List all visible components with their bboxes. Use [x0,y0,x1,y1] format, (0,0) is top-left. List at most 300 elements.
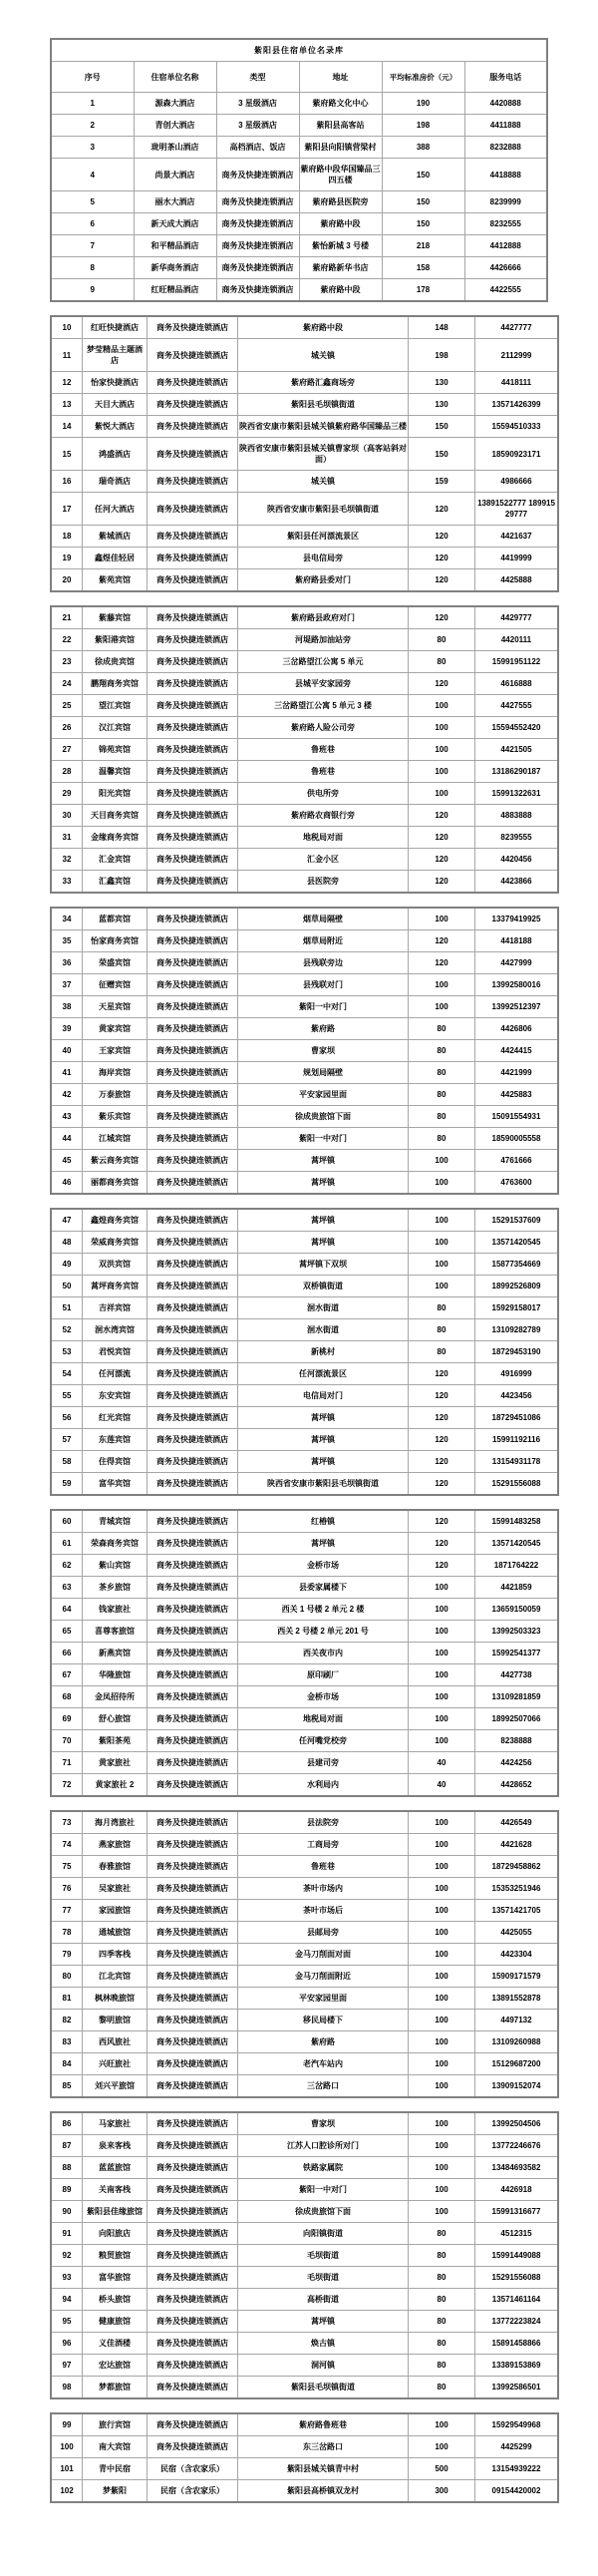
cell-address: 水利局内 [238,1774,409,1797]
table-row [51,1900,558,1922]
cell-address: 烟草局附近 [238,930,409,952]
cell-address: 鲁班巷 [238,761,409,783]
cell-address: 双桥镇街道 [238,1276,409,1297]
cell-index: 23 [51,651,83,673]
table-row [51,930,558,952]
cell-type: 商务及快捷连锁酒店 [148,1621,238,1643]
cell-type: 商务及快捷连锁酒店 [148,1664,238,1686]
cell-address: 蒿坪镇 [238,1451,409,1473]
cell-name: 任河漂流 [83,1363,148,1385]
cell-phone: 4426549 [475,1811,559,1834]
table-row [51,1150,558,1172]
cell-name: 梦都旅馆 [83,2377,148,2399]
table-row [51,871,558,894]
cell-address: 焕古镇 [238,2333,409,2355]
cell-name: 燕家旅馆 [83,1834,148,1856]
cell-address: 洄水街道 [238,1297,409,1319]
cell-address: 徐成贵旅馆下面 [238,2201,409,2223]
cell-name: 兴旺旅社 [83,2053,148,2075]
cell-price: 120 [409,569,475,592]
cell-name: 舒心旅馆 [83,1708,148,1730]
cell-name: 华隆旅馆 [83,1664,148,1686]
cell-price: 120 [409,1363,475,1385]
cell-address: 蒿坪镇 [238,1429,409,1451]
cell-name: 吉祥宾馆 [83,1297,148,1319]
cell-index: 101 [51,2458,83,2480]
cell-index: 18 [51,526,83,548]
cell-price: 120 [409,526,475,548]
table-row [51,493,558,526]
cell-price: 100 [409,2201,475,2223]
cell-address: 河堤路加油站旁 [238,629,409,651]
cell-phone: 15091554931 [475,1106,559,1128]
table-row [51,213,547,235]
cell-price: 80 [409,2245,475,2267]
cell-address: 城关镇 [238,471,409,493]
cell-name: 梦紫阳 [83,2480,148,2503]
cell-type: 商务及快捷连锁酒店 [216,279,299,302]
cell-address: 蒿坪镇 [238,1232,409,1254]
cell-index: 47 [51,1209,83,1232]
cell-type: 商务及快捷连锁酒店 [148,372,238,394]
cell-name: 鑫煜佳轻居 [83,548,148,569]
table-row [51,416,558,438]
cell-name: 新燕宾馆 [83,1643,148,1664]
cell-index: 94 [51,2289,83,2311]
cell-name: 新天成大酒店 [134,213,216,235]
cell-price: 80 [409,1062,475,1084]
cell-name: 海岸宾馆 [83,1062,148,1084]
cell-name: 黄家旅社 2 [83,1774,148,1797]
cell-address: 紫府路 [238,1018,409,1040]
cell-index: 61 [51,1533,83,1555]
cell-price: 100 [409,1643,475,1664]
cell-phone: 4763600 [475,1172,559,1195]
cell-address: 紫府路县委对门 [238,569,409,592]
cell-type: 商务及快捷连锁酒店 [148,908,238,930]
cell-type: 商务及快捷连锁酒店 [148,2112,238,2135]
table-row [51,2289,558,2311]
cell-phone: 13992512397 [475,996,559,1018]
cell-index: 58 [51,1451,83,1473]
cell-index: 73 [51,1811,83,1834]
cell-price: 120 [409,673,475,695]
cell-price: 80 [409,1341,475,1363]
cell-index: 34 [51,908,83,930]
cell-address: 县建司旁 [238,1752,409,1774]
cell-type: 商务及快捷连锁酒店 [148,1811,238,1834]
cell-phone: 4616888 [475,673,559,695]
cell-name: 西风旅社 [83,2031,148,2053]
cell-phone: 4420888 [464,93,547,115]
table-row [51,1018,558,1040]
table-row [51,2157,558,2179]
cell-price: 100 [409,1664,475,1686]
cell-type: 商务及快捷连锁酒店 [148,805,238,827]
cell-index: 5 [51,191,134,213]
cell-phone: 13109260988 [475,2031,559,2053]
cell-index: 57 [51,1429,83,1451]
cell-name: 金缘商务宾馆 [83,827,148,849]
column-header-phone: 服务电话 [464,62,547,93]
cell-address: 洄水街道 [238,1319,409,1341]
cell-name: 粮贸旅馆 [83,2245,148,2267]
cell-index: 14 [51,416,83,438]
cell-price: 120 [409,493,475,526]
cell-phone: 18590923171 [475,438,559,471]
cell-address: 蒿坪镇 [238,2311,409,2333]
column-header-type: 类型 [216,62,299,93]
cell-index: 82 [51,2010,83,2031]
cell-name: 君悦宾馆 [83,1341,148,1363]
cell-type: 商务及快捷连锁酒店 [148,1774,238,1797]
cell-price: 100 [409,2010,475,2031]
cell-index: 71 [51,1752,83,1774]
table-row [51,191,547,213]
cell-address: 毛坝街道 [238,2245,409,2267]
cell-price: 150 [409,438,475,471]
cell-phone: 15291556088 [475,1473,559,1496]
cell-price: 80 [409,1084,475,1106]
cell-index: 93 [51,2267,83,2289]
directory-table [50,2111,559,2399]
directory-table [50,1208,559,1496]
table-row [51,1944,558,1966]
cell-index: 50 [51,1276,83,1297]
cell-index: 56 [51,1407,83,1429]
table-row [51,1407,558,1429]
table-row [51,115,547,137]
cell-type: 商务及快捷连锁酒店 [148,1128,238,1150]
table-segment-3 [50,605,548,894]
cell-type: 商务及快捷连锁酒店 [148,2355,238,2377]
cell-name: 汇鑫宾馆 [83,871,148,894]
cell-phone: 4883888 [475,805,559,827]
table-row [51,1276,558,1297]
table-row [51,1297,558,1319]
cell-name: 汉江宾馆 [83,717,148,739]
cell-type: 商务及快捷连锁酒店 [148,1232,238,1254]
cell-phone: 15991483258 [475,1510,559,1533]
cell-type: 商务及快捷连锁酒店 [148,606,238,629]
header-row [51,62,547,93]
cell-index: 92 [51,2245,83,2267]
cell-price: 80 [409,1106,475,1128]
cell-type: 商务及快捷连锁酒店 [148,471,238,493]
cell-address: 金马刀削面附近 [238,1966,409,1988]
cell-name: 源森大酒店 [134,93,216,115]
cell-index: 42 [51,1084,83,1106]
directory-table [50,315,559,592]
cell-price: 80 [409,2311,475,2333]
cell-phone: 4421628 [475,1834,559,1856]
cell-phone: 4423456 [475,1385,559,1407]
cell-phone: 4422555 [464,279,547,302]
cell-type: 商务及快捷连锁酒店 [148,827,238,849]
directory-table [50,605,559,894]
cell-address: 紫府路新华书店 [299,257,382,279]
cell-phone: 15909171579 [475,1966,559,1988]
cell-phone: 15129687200 [475,2053,559,2075]
cell-index: 90 [51,2201,83,2223]
cell-name: 征赠宾馆 [83,974,148,996]
cell-price: 80 [409,2223,475,2245]
cell-name: 黄家旅社 [83,1752,148,1774]
cell-address: 曹家坝 [238,1040,409,1062]
cell-type: 商务及快捷连锁酒店 [148,416,238,438]
cell-index: 44 [51,1128,83,1150]
cell-type: 商务及快捷连锁酒店 [148,1297,238,1319]
cell-price: 100 [409,1878,475,1900]
cell-phone: 18729458862 [475,1856,559,1878]
cell-price: 120 [409,1510,475,1533]
cell-price: 100 [409,1944,475,1966]
cell-type: 商务及快捷连锁酒店 [148,2201,238,2223]
cell-price: 100 [409,974,475,996]
cell-name: 洄水湾宾馆 [83,1319,148,1341]
cell-name: 健康旅馆 [83,2311,148,2333]
cell-address: 西关夜市内 [238,1643,409,1664]
cell-phone: 13992586501 [475,2377,559,2399]
cell-name: 红光宾馆 [83,1407,148,1429]
cell-name: 家园旅馆 [83,1900,148,1922]
cell-price: 100 [409,2031,475,2053]
table-row [51,1062,558,1084]
cell-type: 商务及快捷连锁酒店 [216,257,299,279]
cell-index: 67 [51,1664,83,1686]
cell-phone: 13109281859 [475,1686,559,1708]
cell-index: 8 [51,257,134,279]
table-body [51,2112,558,2398]
cell-name: 紫乐宾馆 [83,1106,148,1128]
cell-type: 商务及快捷连锁酒店 [148,2010,238,2031]
cell-price: 100 [409,1834,475,1856]
cell-address: 县法院旁 [238,1811,409,1834]
cell-price: 80 [409,1018,475,1040]
cell-address: 县城平安家园旁 [238,673,409,695]
cell-index: 13 [51,394,83,416]
cell-index: 100 [51,2436,83,2458]
cell-name: 紫城酒店 [83,526,148,548]
cell-phone: 15991449088 [475,2245,559,2267]
cell-type: 商务及快捷连锁酒店 [148,1172,238,1195]
cell-index: 75 [51,1856,83,1878]
cell-phone: 4418888 [464,159,547,191]
cell-name: 江城宾馆 [83,1128,148,1150]
cell-index: 37 [51,974,83,996]
cell-price: 100 [409,2157,475,2179]
cell-address: 移民局楼下 [238,2010,409,2031]
cell-index: 54 [51,1363,83,1385]
cell-index: 62 [51,1555,83,1577]
cell-phone: 15594552420 [475,717,559,739]
cell-type: 商务及快捷连锁酒店 [216,159,299,191]
cell-address: 地税局对面 [238,827,409,849]
table-row [51,1451,558,1473]
cell-price: 100 [409,1254,475,1276]
cell-address: 原印刷厂 [238,1664,409,1686]
cell-index: 84 [51,2053,83,2075]
cell-index: 59 [51,1473,83,1496]
table-row [51,1966,558,1988]
cell-address: 紫府路中段 [299,213,382,235]
cell-address: 紫阳县高桥镇双龙村 [238,2480,409,2503]
cell-address: 三岔路口 [238,2075,409,2098]
cell-name: 温馨宾馆 [83,761,148,783]
table-row [51,1040,558,1062]
cell-name: 紫阳港宾馆 [83,629,148,651]
cell-address: 县残联旁边 [238,952,409,974]
cell-index: 52 [51,1319,83,1341]
table-segment-4 [50,907,548,1195]
cell-name: 汇金宾馆 [83,849,148,871]
cell-phone: 13891552878 [475,1988,559,2010]
cell-price: 158 [382,257,464,279]
cell-price: 120 [409,849,475,871]
cell-phone: 15891458866 [475,2333,559,2355]
cell-address: 紫府路汇鑫商场旁 [238,372,409,394]
cell-phone: 4421859 [475,1577,559,1599]
cell-name: 富华宾馆 [83,1473,148,1496]
cell-name: 旅行宾馆 [83,2413,148,2436]
cell-phone: 13109282789 [475,1319,559,1341]
page-title: 紫阳县住宿单位名录库 [51,39,547,62]
cell-address: 红椿镇 [238,1510,409,1533]
cell-name: 马家旅社 [83,2112,148,2135]
cell-address: 任河嘴党校旁 [238,1730,409,1752]
cell-name: 枫林晚旅馆 [83,1988,148,2010]
table-segment-9 [50,2412,548,2503]
cell-name: 荣森商务宾馆 [83,1533,148,1555]
cell-name: 青创大酒店 [134,115,216,137]
cell-price: 100 [409,1150,475,1172]
cell-address: 茶叶市场内 [238,1878,409,1900]
cell-address: 城关镇 [238,339,409,372]
cell-index: 12 [51,372,83,394]
cell-index: 74 [51,1834,83,1856]
cell-phone: 18729451086 [475,1407,559,1429]
cell-phone: 4418111 [475,372,559,394]
cell-phone: 18992507066 [475,1708,559,1730]
cell-address: 紫阳县城关镇青中村 [238,2458,409,2480]
cell-name: 紫悦大酒店 [83,416,148,438]
cell-index: 29 [51,783,83,805]
cell-phone: 4428652 [475,1774,559,1797]
table-body [51,1811,558,2097]
cell-index: 38 [51,996,83,1018]
table-body [51,1209,558,1495]
directory-table [50,1509,559,1797]
cell-name: 江北宾馆 [83,1966,148,1988]
cell-phone: 4761666 [475,1150,559,1172]
cell-address: 蒿坪镇 [238,1150,409,1172]
table-body [51,316,558,591]
table-row [51,2075,558,2098]
cell-name: 鹏翔商务宾馆 [83,673,148,695]
table-row [51,1232,558,1254]
cell-type: 高档酒店、饭店 [216,137,299,159]
cell-index: 43 [51,1106,83,1128]
cell-phone: 4427555 [475,695,559,717]
cell-index: 7 [51,235,134,257]
cell-type: 商务及快捷连锁酒店 [148,2053,238,2075]
cell-price: 218 [382,235,464,257]
cell-price: 120 [409,1451,475,1473]
cell-price: 150 [409,416,475,438]
cell-type: 商务及快捷连锁酒店 [148,2135,238,2157]
table-row [51,1621,558,1643]
cell-phone: 15353251946 [475,1878,559,1900]
cell-index: 64 [51,1599,83,1621]
cell-address: 陕西省安康市紫阳县城关镇紫府路华国臻品三楼 [238,416,409,438]
cell-price: 120 [409,871,475,894]
cell-price: 100 [409,996,475,1018]
cell-address: 新桃村 [238,1341,409,1363]
table-row [51,717,558,739]
cell-phone: 8239999 [464,191,547,213]
cell-price: 100 [409,761,475,783]
table-row [51,1577,558,1599]
cell-type: 商务及快捷连锁酒店 [148,1363,238,1385]
table-row [51,783,558,805]
cell-address: 蒿坪镇下双坝 [238,1254,409,1276]
table-row [51,1385,558,1407]
table-row [51,606,558,629]
cell-name: 蓝都宾馆 [83,908,148,930]
table-row [51,2267,558,2289]
cell-address: 鲁班巷 [238,739,409,761]
cell-type: 商务及快捷连锁酒店 [148,2245,238,2267]
cell-address: 平安家园里面 [238,1084,409,1106]
table-row [51,908,558,930]
cell-phone: 15992541377 [475,1643,559,1664]
cell-phone: 13992504506 [475,2112,559,2135]
cell-price: 100 [409,1988,475,2010]
cell-phone: 13891522777 18991529777 [475,493,559,526]
table-row [51,1084,558,1106]
cell-type: 民宿（含农家乐） [148,2458,238,2480]
cell-name: 鸿盛酒店 [83,438,148,471]
column-header-price: 平均标准房价（元） [382,62,464,93]
cell-price: 80 [409,629,475,651]
cell-name: 富华旅馆 [83,2267,148,2289]
cell-address: 地税局对面 [238,1708,409,1730]
cell-index: 102 [51,2480,83,2503]
cell-phone: 4423866 [475,871,559,894]
cell-index: 97 [51,2355,83,2377]
cell-address: 紫阳县高客站 [299,115,382,137]
cell-phone: 15991316677 [475,2201,559,2223]
cell-type: 商务及快捷连锁酒店 [148,2333,238,2355]
cell-price: 80 [409,1319,475,1341]
cell-index: 22 [51,629,83,651]
cell-address: 蒿坪镇 [238,1407,409,1429]
cell-index: 25 [51,695,83,717]
cell-index: 99 [51,2413,83,2436]
cell-phone: 4427777 [475,316,559,339]
table-body [51,908,558,1194]
cell-index: 77 [51,1900,83,1922]
table-row [51,739,558,761]
cell-address: 鲁班巷 [238,1856,409,1878]
cell-name: 荣盛宾馆 [83,952,148,974]
cell-type: 商务及快捷连锁酒店 [148,1510,238,1533]
cell-phone: 4419999 [475,548,559,569]
cell-type: 商务及快捷连锁酒店 [148,2377,238,2399]
cell-phone: 13389153869 [475,2355,559,2377]
cell-address: 紫怡新城 3 号楼 [299,235,382,257]
cell-price: 100 [409,2053,475,2075]
